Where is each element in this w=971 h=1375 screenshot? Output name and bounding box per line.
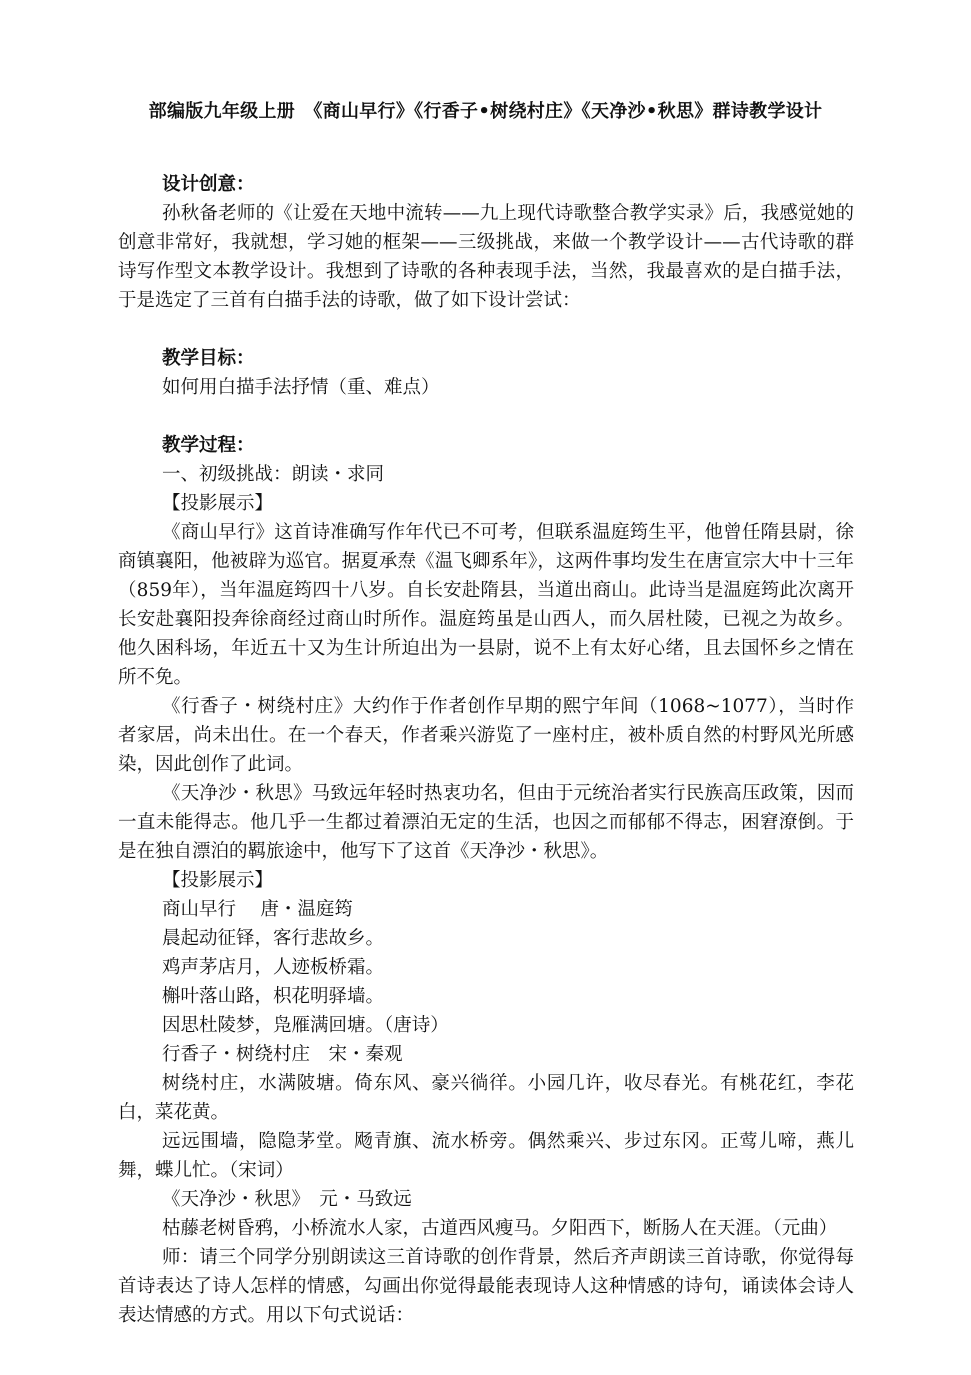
poem-2-title: 行香子・树绕村庄 宋・秦观	[162, 1044, 403, 1065]
process-heading: 教学过程：	[162, 435, 255, 456]
poem-1-line: 鸡声茅店月，人迹板桥霜。	[162, 957, 385, 978]
document-body	[118, 170, 854, 1330]
poem-1-title: 商山早行 唐・温庭筠	[162, 899, 353, 920]
stage-1-heading: 一、初级挑战：朗读・求同	[162, 464, 385, 485]
spacer	[118, 402, 854, 431]
background-paragraph-2: 《行香子・树绕村庄》大约作于作者创作早期的熙宁年间（1068~1077），当时作者家居，尚未出仕。在一个春天，作者乘兴游览了一座村庄，被朴质自然的村野风光所感染，因此创作了此词。	[118, 696, 854, 775]
poem-3-title: 《天净沙・秋思》 元・马致远	[162, 1189, 412, 1210]
poem-1-line: 晨起动征铎，客行悲故乡。	[162, 928, 385, 949]
document-title: 部编版九年级上册 《商山早行》《行香子•树绕村庄》《天净沙•秋思》群诗教学设计	[148, 101, 823, 122]
poem-3-text: 枯藤老树昏鸦，小桥流水人家，古道西风瘦马。夕阳西下，断肠人在天涯。（元曲）	[162, 1218, 838, 1239]
projection-label: 【投影展示】	[162, 493, 274, 514]
design-heading: 设计创意：	[162, 174, 255, 195]
poem-1-line: 槲叶落山路，枳花明驿墙。	[162, 986, 385, 1007]
poem-1-line: 因思杜陵梦，凫雁满回塘。（唐诗）	[162, 1015, 449, 1036]
background-paragraph-3: 《天净沙・秋思》马致远年轻时热衷功名，但由于元统治者实行民族高压政策，因而一直未能得志。他几乎一生都过着漂泊无定的生活，也因之而郁郁不得志，困窘潦倒。于是在独自漂泊的羁旅途中，他写下了这首《天净沙・秋思》。	[118, 783, 854, 862]
goal-heading: 教学目标：	[162, 348, 255, 369]
design-paragraph: 孙秋备老师的《让爱在天地中流转——九上现代诗歌整合教学实录》后，我感觉她的创意非常好，我就想，学习她的框架——三级挑战，来做一个教学设计——古代诗歌的群诗写作型文本教学设计。我想到了诗歌的各种表现手法，当然，我最喜欢的是白描手法，于是选定了三首有白描手法的诗歌，做了如下设计尝试：	[118, 203, 854, 311]
background-paragraph-1: 《商山早行》这首诗准确写作年代已不可考，但联系温庭筠生平，他曾任隋县尉，徐商镇襄阳，他被辟为巡官。据夏承焘《温飞卿系年》，这两件事均发生在唐宣宗大中十三年（859年），当年温庭筠四十八岁。自长安赴隋县，当道出商山。此诗当是温庭筠此次离开长安赴襄阳投奔徐商经过商山时所作。温庭筠虽是山西人，而久居杜陵，已视之为故乡。他久困科场，年近五十又为生计所迫出为一县尉，说不上有太好心绪，且去国怀乡之情在所不免。	[118, 522, 854, 688]
goal-text: 如何用白描手法抒情（重、难点）	[162, 377, 440, 398]
poem-2-stanza: 远远围墙，隐隐茅堂。飏青旗、流水桥旁。偶然乘兴、步过东冈。正莺儿啼，燕儿舞，蝶儿忙。（宋词）	[118, 1131, 854, 1181]
spacer	[118, 315, 854, 344]
projection-label: 【投影展示】	[162, 870, 274, 891]
poem-2-stanza: 树绕村庄，水满陂塘。倚东风、豪兴徜徉。小园几许，收尽春光。有桃花红，李花白，菜花黄。	[118, 1073, 854, 1123]
teacher-instruction: 师：请三个同学分别朗读这三首诗歌的创作背景，然后齐声朗读三首诗歌，你觉得每首诗表达了诗人怎样的情感，勾画出你觉得最能表现诗人这种情感的诗句，诵读体会诗人表达情感的方式。用以下句式说话：	[118, 1247, 854, 1326]
